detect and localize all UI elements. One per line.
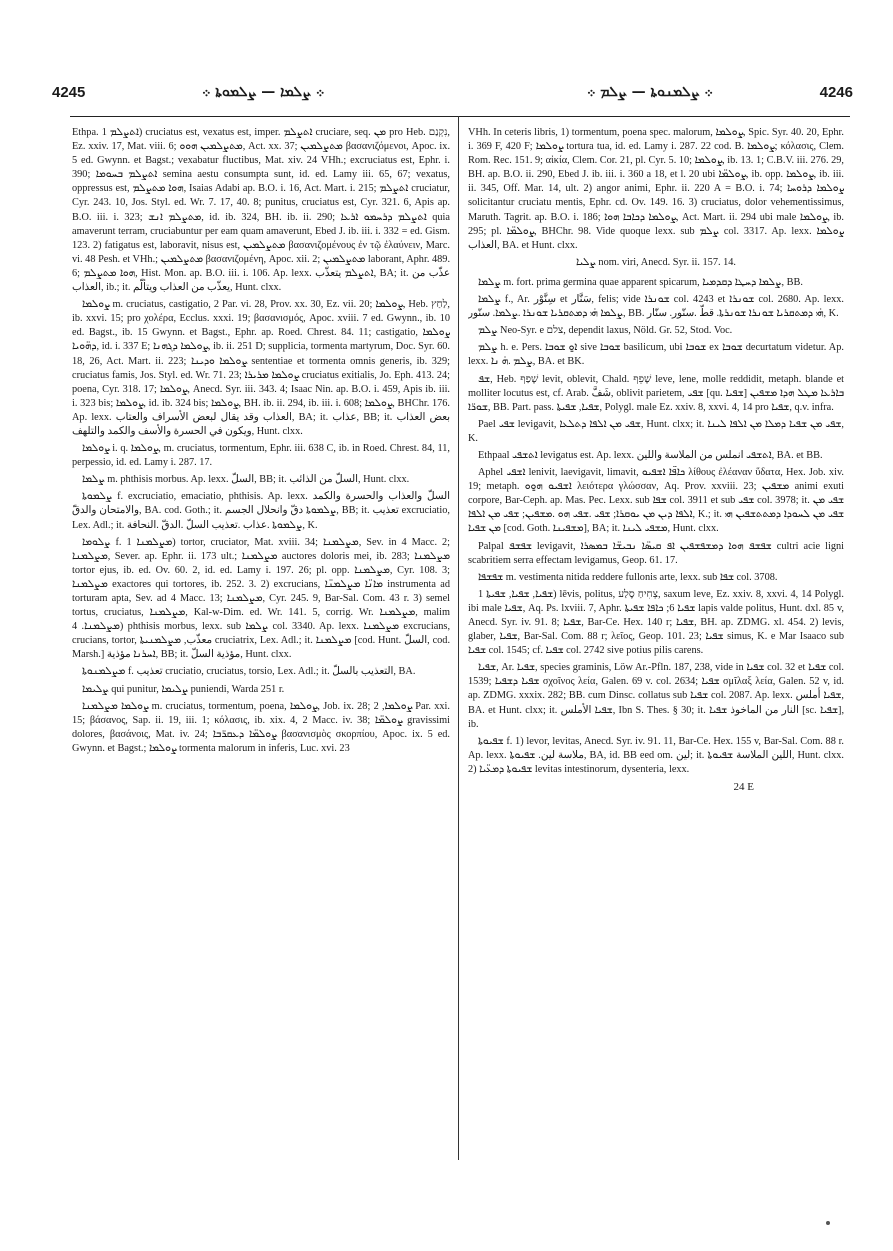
entry-nom-viri: ܨܠܝܐ nom. viri, Anecd. Syr. ii. 157. 14. [576,256,736,268]
entry-tormentum-poena: ܨܘܠܡܐ ܡܨܠܡܢܐ m. cruciatus, tormentum, poena, ܨܘܠܡܐ, Job. ix. 28; ܨܘܠܡܐ, 2 Par. xxi. 15; βάσανος, Sap. ii. 19, iii. 1; κόλασις, ib. xix. 4, 2 Macc. iv. 38; ܨܘܠܡ̈ܐ gravissimi dolores, βασάνοις, Mat. iv. 24; ܨܘܠܡ̈ܐ ܕܥܩܪ̈ܒܐ βασανισμὸς σκορπίου, Apoc. ix. 5 ed. Gwynn. et Bagst.; ܨܘܠܡܐ tormenta malorum in inferis, Luc. xvi. 23 [72,700,450,754]
entry-ethpaal: Ethpaal ܐܬܫܦܝ levigatus est. Ap. lexx. ܐܬܫܦܝ انملس من الملاسة واللين, BA. et BB. [478,449,823,461]
signature-mark: 24 E [733,781,754,794]
running-title-right: ܀ ܨܠܡܢܘܬܐ — ܨܠܡ ܀ [587,84,713,100]
entry-aphel: Aphel ܐܫܦܝ lenivit, laevigavit, limavit, ܟܐܦ̈ܐ ܐܫܦܝܘ λίθους ἐλέαναν ὕδατα, Hex. Job. xiv. 19; metaph. ܐܫܦܝܘ ܗ̱ܘܘ λειότερα γλώσσαν, Aq. Prov. xxviii. 23; ܡܫܦܝܢ animi exuti corpore, Bar-Ceph. ap. Mas. Pec. Lexx. sub ܫܦܐ col. 3911 et sub ܫܦܝ col. 3978; it. ܫܦܝ ܡܢ ܐܠܦܐ ܕܝܢ ܡܢ ܝܘܩܪܐ; ܫܦܝ .ܫܦܝ ܗܘ .ܡܫܦܝܢ; ܫܦܝ ܡܢ ܐܠܦܐ, K.; it. ܫܦܝ ܡܢ ܠܚܘܕܐ ܕܡܬܬܫܦܝܢ ܗܝ ܡܢ ܫܦܝܐ [cod. Goth. ܡܫܦܝܢܐ], BA; it. ܡܫܦܝ ܠܝܢܐ, Hunt. clxx. [468,467,844,535]
entry-prima-germina: ܨܠܡܐ m. fort. prima germina quae apparent spicarum, ܨܠܡܐ ܕܚܛܐ ܕܩܕܡܝܐ, BB. [478,276,803,288]
entry-tortor-cruciator: ܨܠܘܡܐ f. ܡܨܠܡܢܐ 1) tortor, cruciator, Mat. xviii. 34; ܡܨܠܡܢܐ, Sev. in 4 Macc. 2; ܡܨܠܡܢܐ, Sever. ap. Ephr. ii. 173 ult.; ܡܨܠܡܢܐ auctores doloris mei, ib. 283; ܡܨܠܡܢܐ tortor ejus, ib. ed. Ov. 60. 2, id. ed. Lamy i. 197. 26; pl. opp. ܡܨܠܡܢܐ, Cyr. 108. 3; ܡܨܠܡܢܐ exactores qui tortores, ib. 252. 3. 2) excrucians, ܡܐܢ̈ܐ ܡܨܠܡܢ̈ܐ instrumenta ad torturam apta, Sev. ad 4 Macc. 13; ܡܨܠܡܢܐ, Cyr. 245. 9, Bar-Sal. Com. 43 r. 3) semel tortus, cruciatus, ܡܨܠܡܢܐ, Kal-w-Dim. ed. Wr. 141. 5, corrig. Wr. ܡܨܠܡܢܐ, malim ܡܨܠܡܢܐ. 4) phthisis morbus, lexx. sub ܨܠܡܐ col. 3340. Ap. lexx. ܡܨܠܡܢܐ excrucians, crucians, tortor, معذّب, ܡܨܠܡܢܝܬܐ cruciatrix, Lex. Adl.; it. ܡܨܠܡܢܐ [cod. Hunt. السلّ, cod. Marsh.] ܐܚܪܢܐ مؤذية, BB; it. مؤذية السلّ, Hunt. clxx. [72,536,450,661]
entry-cruciatio: ܡܨܠܡܢܘܬܐ f. تعذيب cruciatio, cruciatus, torsio, Lex. Adl.; it. التعذيب بالسلّ, BA. [82,666,416,678]
column-divider [458,116,459,1160]
entry-levit-oblevit: ܫܦ, Heb. שָׁפַף levit, oblevit, Chald. שָׁפֵף leve, lene, molle reddidit, metaph. blande et molliter locutus est, cf. Arab. شَفَّ, oblivit parietem, ܫܦܝ [qu. ܫܦܝܐ] ܒܐܪܥܐ ܡܛܠ ܗܕܐ ܡܫܦܝܢ ܫܘܪ̈ܐ, BB. Part. pass. ܫܦܝܐ, ܫܦܝܬܐ, Polygl. male Ez. xxiv. 8, xxvi. 4, 14 pro ܫܦܝܐ, q.v. infra. [468,373,844,413]
entry-qui-punitur: ܨܠܝܡܐ qui punitur, ܨܠܝܡܐ puniendi, Warda 251 r. [82,683,285,695]
entry-basilicum: ܨܠܡ h. e. Pers. ܐ̱ܘ ܫܘܒܐ sive ܫܘܒܐ basilicum, ubi ܫܘܒܐ ex ܫܘܒܐ decurtatum videtur. Ap. lexx. ܨܠܡ .ܗ̇ ܢܐ, BA. et BK. [468,342,844,368]
page-header [52,84,853,106]
entry-felis: ܨܠܡܐ f., Ar. سِنَّوْر et سَنَّار, felis; vide ܫܘܢܪܐ col. 4243 et ܫܘܢܪܐ col. 2680. Ap. lexx. ܨܠܡܐ ܗ̇ܝ ܕܡܬܩܪܝܐ ܫܘܢܪܐ .ܨܠܡܐ. سنّور, BB. ܗ̇ܝ ܕܡܬܩܪܝܐ ܫܘܢܪܐ ܫܘܢܪܬܐ. قطّ .سنّور. سنّار, K. [468,294,844,320]
right-column [468,126,844,1156]
entry-palpal: Palpal ܫܦܫܦ levigavit, ܫܦܫܦ ܗܘܐ ܕܡܫܦܫܦܝܢ ܐܦ ܩܝܣ̈ܐ ܢܒܝܫ̈ܐ ܒܡܣܪܐ cultri acie ligni scabritiem serra effectam levigamus, Geop. 61. 17. [468,540,844,566]
entry-excruciatio: ܨܠܡܘܬܐ f. excruciatio, emaciatio, phthisis. Ap. lexx. السلّ والعذاب والحسرة والكمد والامتحان والدقّ, BA. cod. Goth.; it. ܨܠܡܘܬܐ دقّ وانحلال الجسم, BB; it. تعذيب excruciatio, Lex. Adl.; it. ܨܠܡܘܬܐ .عذاب .تعذيب السلّ .الدقّ .النحافة, K. [72,491,450,531]
entry-cruciatus-tormentum: ܨܘܠܡܐ i. q. ܨܘܠܡܐ, m. cruciatus, tormentum, Ephr. iii. 638 C, ib. in Roed. Chrest. 84, 11, perpessio, id. ed. Lamy i. 287. 17. [72,443,450,469]
entry-ceteris-libris: VHh. In ceteris libris, 1) tormentum, poena spec. malorum, ܨܘܠܡܐ, Spic. Syr. 40. 20, Ephr. i. 369 F, 420 F; ܨܘܠܡܐ tortura tua, id. ed. Lamy i. 287. 22 cod. B. ܨܘܠܡܐ; κόλασις, Clem. Rom. Rec. 151. 9; αἰκία, Clem. Cor. 21, pl. Cyr. 5. 10; ܨܘܠܡܐ, ib. 13. 1; C.B.V. iii. 276. 29, BH. ap. B.O. ii. 290, Ebed J. ib. iii. i. 360 a 18, et l. 20 ubi ܨܘܠܡ̈ܐ, ib. opp. ܨܘܠܡܐ, ib. iii. ii. 345, Off. Mar. 14, ult. 2) angor animi, Ephr. ii. 220 A = B.O. i. 74; ܨܘܠܡܐ ܕܪܘܚܐ solicitantur cruciatu mentis, Ephr. cd. Ov. 149. 16. 3) cruciatus, dolor vehementissimus, Maruth. Tagrit. ap. B.O. i. 186; ܨܘܠܡܐ ܕܟܐܒܐ ܗܘܐ, Act. Mart. ii. 294 ubi male ܨܘܠܡܐ, ib. 295; pl. ܨܘܠܡ̈ܐ, BHChr. 98. Vide quoque lexx. sub ܨܠܡ col. 3317. Ap. lexx. ܨܘܠܡܐ العذاب, BA. et Hunt. clxx. [468,127,844,251]
entry-pael: Pael ܫܦܝ levigavit, ܫܦܝ ܡܢ ܐܠܦܐ ܕܬܠܥܐ, Hunt. clxx; it. ܫܦܝ ܡܢ ܫܦܝܐ ܕܡܠܐ ܡܢ ܐܠܦܐ ܠܝܢܐ, K. [468,418,844,444]
entry-neo-syr: ܨܠܡ Neo-Syr. e צלם, dependit laxus, Nöld. Gr. 52, Stod. Voc. [478,325,733,337]
entry-phthisis-morbus: ܨܠܡܐ m. phthisis morbus. Ap. lexx. السلّ, BB; it. السلّ من الذائب, Hunt. clxx. [82,474,410,486]
entry-ethpa-cruciatus: Ethpa. ܐܬܨܠܡ 1) cruciatus est, vexatus est, imper. ܐܬܨܠܡ cruciare, seq. ܡܢ pro Heb. נִקְנַם, Ez. xxiv. 17, Mat. viii. 6; ܡܬܨܠܡܝܢ ܗܘܘ, Act. xx. 37; ܡܬܨܠܡܝܢ βασανιζόμενοι, Apoc. ix. 5 ed. Gwynn. et Bagst.; vexabatur fluctibus, Mat. xiv. 24 VHh.; excruciatus est, Ephr. i. 390; ܐܬܨܠܡ ܒܚܘܡܐ semina aestu consumpta sunt, id. ed. Lamy iii. 65, 67; vexatus, oppressus est, ܗܘܐ ܡܬܨܠܡ, Isaias Adabi ap. B.O. i. 16, Act. Mart. i. 215; ܐܬܨܠܡ cruciatur, Cyr. 243. 10, Jos. Styl. ed. Wr. 7. 17, 40. 8; punitus, cruciatus est, Cyr. 321. 6, Apis ap. B.O. iii. i. 323; ܡܬܨܠܡ ܐܢܫ, id. ib. 324, BH. ib. ii. 290; ܐܬܨܠܡ ܕܪܚܡܘ ܐܪܥܐ quia amaverunt terram, cruciabuntur per eam quam amaverunt, Ebed J. ib. iii. i. 332 = ed. Gism. 123. 2) fatigatus est, laboravit, nisus est, ܡܬܨܠܡܝܢ βασανιζομένους ἐν τῷ ἐλαύνειν, Marc. vi. 48 Pesh. et VHh.; ܡܬܨܠܡܝܢ βασανιζομένη, Apoc. xii. 2; ܡܬܨܠܡܝܢ laborant, Aphr. 489. 6; ܗܘܐ ܡܬܨܠܡ, Hist. Mon. ap. B.O. iii. i. 106. Ap. lexx. ܐܬܨܠܡ يتعذّب, BA; it. عذّب من العذاب, ib.; it. يعذّب من العذاب ويتألّم, Hunt. clxx. [72,127,450,294]
entry-species-graminis: ܫܦܝܐ, Ar. ܫܦܝܐ, species graminis, Löw Ar.-Pfln. 187, 238, vide in ܫܦܝܐ col. 32 et ܫܦܝܐ col. 1539; ܫܦܝܐ ܕܫܦܝܐ σχοῖνος λεία, Galen. 69 v. col. 2634; ܫܦܝܐ σμῖλαξ λεία, Galen. 52 v, id. ap. ZDMG. xxxix. 282; BB. cum Dinsc. collatus sub ܫܦܝܐ col. 2087. Ap. lexx. ܫܦܝܐ أملس, BA. et Hunt. clxx; it. ܫܦܝܐ الأملس, Ibn S. Thes. § 30; it. النار من الماخوذ ܫܦܝܐ [sc. ܫܦܝܐ], ib. [468,662,844,730]
entry-cruciatus-castigatio: ܨܘܠܡܐ m. cruciatus, castigatio, 2 Par. vi. 28, Prov. xx. 30, Ez. vii. 20; ܨܘܠܡܐ, Heb. לַחַץ, ib. xxvi. 15; pro χολέρα, Ecclus. xxxi. 19; βασανισμός, Apoc. xviii. 7 ed. Gwynn., ib. 10 ed. Bagst., ib. 15 Gwynn. et Bagst., Ephr. ap. Roed. Chrest. 84. 11; castigatio, ܨܘܠܡܐ ܕܗ̈ܘܝܐ, id. i. 337 E; ܨܘܠܡܐ ܕܓܗܢܐ, ib. ii. 251 D; supplicia, tormenta martyrum, Doc. Syr. 60. 18, 26, Act. Mart. ii. 223; ܨܘܠܡܐ ܘܕܝܢܐ sententiae et tormenta omnis generis, ib. 329; cruciatus famis, Jos. Styl. ed. Wr. 71. 23; ܨܘܠܡܐ ܡܪܝܪܐ cruciatus exitialis, Jo. Eph. 413. 24; poena, Cyr. 318. 17; ܨܘܠܡܐ, Anecd. Syr. iii. 343. 4; Isaac Nin. ap. B.O. i. 459, Apis ib. iii. i. 323 bis; ܨܘܠܡܐ, id. ib. 324 bis; ܨܘܠܡܐ, BH. ib. ii. 294, ib. iii. i. 608; ܨܘܠܡܐ, BHChr. 176. Ap. lexx. العذاب وقد يقال لبعض الأسراف والعتاب, BA; it. عذاب, BB; it. بعض العذاب ويكون في الحسرة والأسف والكمد والتلهف, Hunt. clxx. [72,299,450,437]
page-number-right: 4246 [819,84,853,101]
entry-levis-politus: ܫܦܝܐ, ܫܦܝܐ, ܫܦܝܬܐ 1) lēvis, politus, צְחִיחַ סֶלַע, saxum leve, Ez. xxiv. 8, xxvi. 4, 14 Polygl. ibi male ܫܦܝܐ, Aq. Ps. lxviii. 7, Aphr. ܫܦܝܐ 6; ܟܐܦܐ ܫܦܝܬܐ lapis valde politus, Hunt. dxl. 85 v, Anecd. Syr. iv. 91. 8; ܫܦܝܐ, Bar-Ce. Hex. 140 r; ܫܦܝܐ, BH. ap. ZDMG. xl. 454. 2) levis, glaber, ܫܦܝܐ, Bar-Sal. Com. 88 r; λεῖος, Geop. 101. 23; ܫܦܝܐ simus, K. e Mar Isaaco sub ܫܦܝܐ col. 1545; cf. ܫܦܝܐ col. 2742 sive potius pilis carens. [468,588,844,657]
left-column [72,126,450,1156]
running-title-left: ܀ ܨܠܡܐ — ܨܠܡܘܬܐ ܀ [202,84,325,100]
entry-levor-levitas: ܫܦܝܘܬܐ f. 1) levor, levitas, Anecd. Syr. iv. 91. 11, Bar-Ce. Hex. 155 v, Bar-Sal. Com. 88 r. Ap. lexx. ملاسة لين. ܫܦܝܘܬܐ, BA, id. BB eed om. لين; it. اللين الملاسة ܫܦܝܘܬܐ, Hunt. clxx. 2) ܫܦܝܘܬܐ ܕܡܥ̈ܝܐ levitas intestinorum, dysenteria, lexx. [468,735,844,775]
page-number-left: 4245 [52,84,86,101]
entry-vestimenta-nitida: ܫܦܫܦܐ m. vestimenta nitida reddere fullonis arte, lexx. sub ܫܦܐ col. 3708. [478,571,778,583]
page-speck [826,1221,830,1225]
